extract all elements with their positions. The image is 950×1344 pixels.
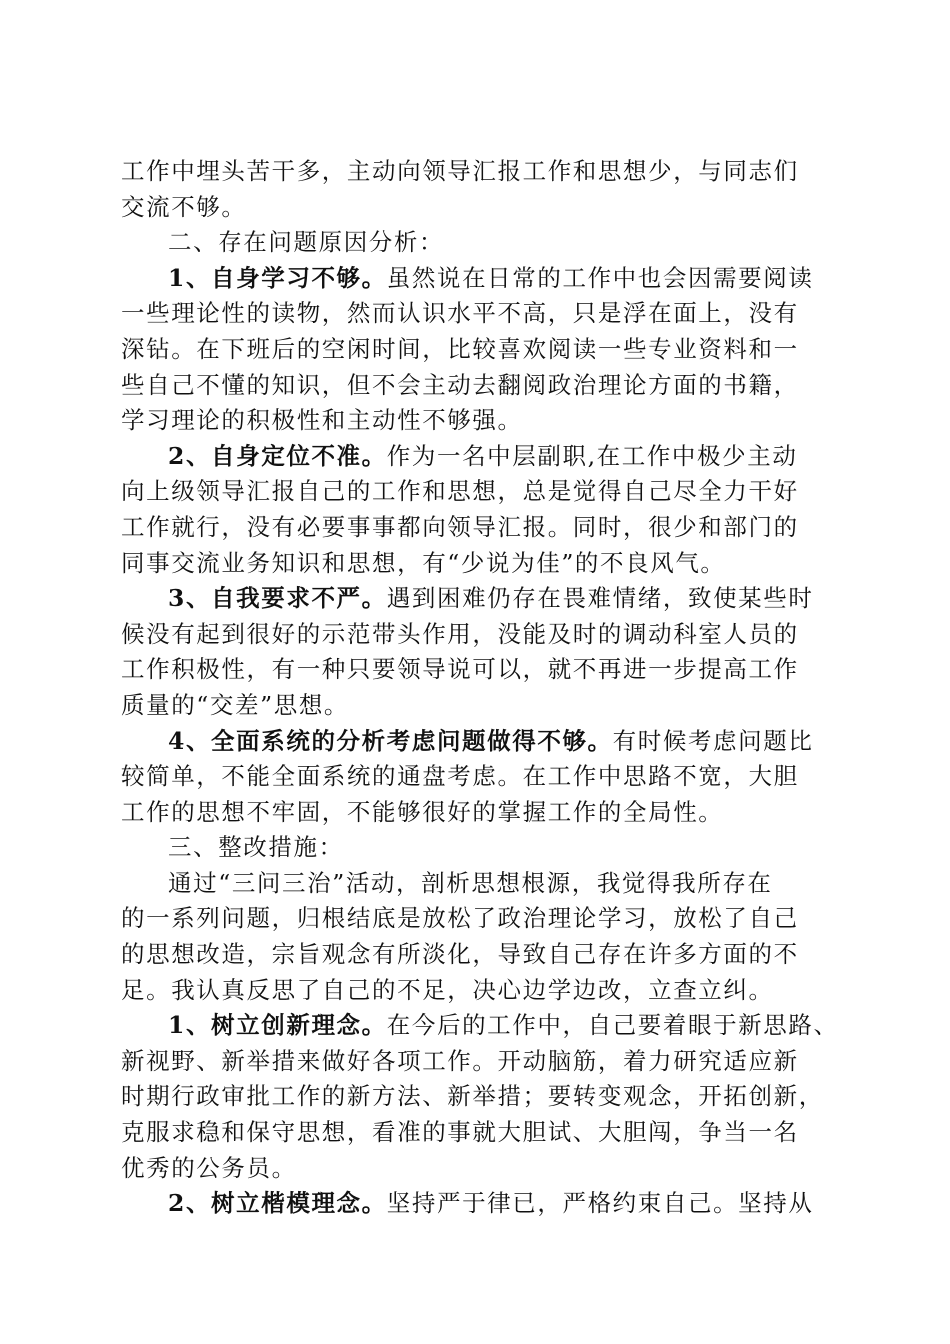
body-text: 克服求稳和保守思想，看准的事就大胆试、大胆闯，争当一名 bbox=[121, 1118, 799, 1147]
body-text: 虽然说在日常的工作中也会因需要阅读 bbox=[386, 263, 814, 292]
body-text: 同事交流业务知识和思想，有“少说为佳”的不良风气。 bbox=[121, 548, 726, 577]
text-line bbox=[121, 866, 851, 902]
text-line bbox=[121, 901, 851, 937]
text-line bbox=[121, 937, 851, 973]
text-line bbox=[121, 795, 851, 831]
body-text: 新视野、新举措来做好各项工作。开动脑筋，着力研究适应新 bbox=[121, 1046, 799, 1075]
text-line bbox=[121, 759, 851, 795]
body-text: 二、存在问题原因分析： bbox=[168, 228, 445, 257]
text-line bbox=[121, 830, 851, 866]
body-text: 交流不够。 bbox=[121, 192, 247, 221]
body-text: 遇到困难仍存在畏难情绪，致使某些时 bbox=[386, 584, 814, 613]
document-body bbox=[121, 154, 851, 1222]
text-line bbox=[121, 652, 851, 688]
text-line bbox=[121, 973, 851, 1009]
text-line bbox=[121, 1151, 851, 1187]
text-line bbox=[121, 1044, 851, 1080]
bold-heading-text: 2、树立楷模理念。 bbox=[168, 1189, 387, 1218]
body-text: 有时候考虑问题比 bbox=[612, 726, 814, 755]
text-line bbox=[121, 1186, 851, 1222]
body-text: 优秀的公务员。 bbox=[121, 1153, 297, 1182]
body-text: 的思想改造，宗旨观念有所淡化，导致自己存在许多方面的不 bbox=[121, 940, 799, 969]
text-line bbox=[121, 474, 851, 510]
text-line bbox=[121, 296, 851, 332]
body-text: 些自己不懂的知识，但不会主动去翻阅政治理论方面的书籍， bbox=[121, 370, 799, 399]
text-line bbox=[121, 368, 851, 404]
text-line bbox=[121, 261, 851, 297]
body-text: 深钻。在下班后的空闲时间，比较喜欢阅读一些专业资料和一 bbox=[121, 334, 799, 363]
text-line bbox=[121, 403, 851, 439]
text-line bbox=[121, 1008, 851, 1044]
bold-heading-text: 1、树立创新理念。 bbox=[168, 1011, 387, 1040]
text-line bbox=[121, 581, 851, 617]
body-text: 工作中埋头苦干多，主动向领导汇报工作和思想少，与同志们 bbox=[121, 157, 799, 185]
text-line bbox=[121, 688, 851, 724]
bold-heading-text: 2、自身定位不准。 bbox=[168, 441, 387, 470]
text-line bbox=[121, 1115, 851, 1151]
bold-heading-text: 4、全面系统的分析考虑问题做得不够。 bbox=[168, 726, 613, 755]
body-text: 工作积极性，有一种只要领导说可以，就不再进一步提高工作 bbox=[121, 655, 799, 684]
text-line bbox=[121, 190, 851, 226]
text-line bbox=[121, 154, 851, 190]
body-text: 较简单，不能全面系统的通盘考虑。在工作中思路不宽，大胆 bbox=[121, 762, 799, 791]
bold-heading-text: 3、自我要求不严。 bbox=[168, 584, 387, 613]
body-text: 坚持严于律已，严格约束自己。坚持从 bbox=[386, 1189, 814, 1218]
text-line bbox=[121, 617, 851, 653]
body-text: 作为一名中层副职,在工作中极少主动 bbox=[386, 441, 798, 470]
text-line bbox=[121, 225, 851, 261]
bold-heading-text: 1、自身学习不够。 bbox=[168, 263, 387, 292]
body-text: 三、整改措施： bbox=[168, 833, 344, 862]
body-text: 向上级领导汇报自己的工作和思想，总是觉得自己尽全力干好 bbox=[121, 477, 799, 506]
body-text: 一些理论性的读物，然而认识水平不高，只是浮在面上，没有 bbox=[121, 299, 799, 328]
body-text: 质量的“交差”思想。 bbox=[121, 690, 350, 719]
text-line bbox=[121, 546, 851, 582]
body-text: 工作就行，没有必要事事都向领导汇报。同时，很少和部门的 bbox=[121, 512, 799, 541]
body-text: 在今后的工作中，自己要着眼于新思路、 bbox=[386, 1011, 839, 1040]
body-text: 工作的思想不牢固，不能够很好的掌握工作的全局性。 bbox=[121, 797, 724, 826]
text-line bbox=[121, 724, 851, 760]
body-text: 学习理论的积极性和主动性不够强。 bbox=[121, 406, 523, 435]
text-line bbox=[121, 439, 851, 475]
body-text: 的一系列问题，归根结底是放松了政治理论学习，放松了自己 bbox=[121, 904, 799, 933]
body-text: 候没有起到很好的示范带头作用，没能及时的调动科室人员的 bbox=[121, 619, 799, 648]
text-line bbox=[121, 510, 851, 546]
text-line bbox=[121, 332, 851, 368]
body-text: 足。我认真反思了自己的不足，决心边学边改，立查立纠。 bbox=[121, 975, 774, 1004]
text-line bbox=[121, 1079, 851, 1115]
body-text: 时期行政审批工作的新方法、新举措；要转变观念，开拓创新， bbox=[121, 1082, 824, 1111]
body-text: 通过“三问三治”活动，剖析思想根源，我觉得我所存在 bbox=[168, 868, 773, 897]
